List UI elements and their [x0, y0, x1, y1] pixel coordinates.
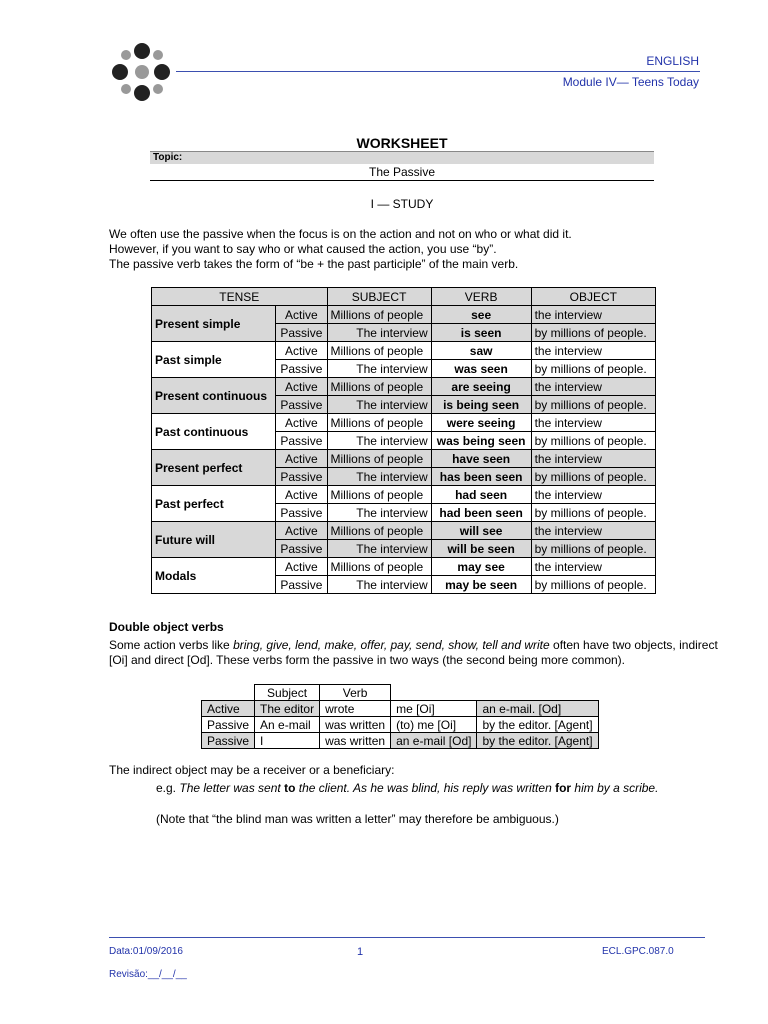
verb-cell: had been seen [431, 504, 531, 522]
voice-label: Active [276, 558, 327, 576]
object-cell: the interview [531, 342, 655, 360]
verb-cell: will see [431, 522, 531, 540]
subject-cell: The interview [327, 576, 431, 594]
column-header-subject: Subject [255, 685, 320, 701]
object-cell: by millions of people. [531, 324, 655, 342]
table-row [152, 342, 656, 360]
subject-cell: The interview [327, 360, 431, 378]
object-cell: the interview [531, 450, 655, 468]
table-cell: Passive [202, 733, 255, 749]
line1-suffix: often have two objects, indirect [549, 638, 718, 652]
table-cell: (to) me [Oi] [391, 717, 477, 733]
verb-cell: were seeing [431, 414, 531, 432]
subject-cell: The interview [327, 540, 431, 558]
indirect-object-text: The indirect object may be a receiver or a beneficiary: [109, 763, 395, 777]
tense-name: Present simple [152, 306, 276, 342]
table-row [202, 717, 599, 733]
voice-label: Passive [276, 576, 327, 594]
verb-cell: is seen [431, 324, 531, 342]
object-cell: by millions of people. [531, 468, 655, 486]
example-part: him by a scribe. [571, 781, 659, 795]
object-cell: the interview [531, 522, 655, 540]
table-cell: an e-mail [Od] [391, 733, 477, 749]
table-cell: wrote [320, 701, 391, 717]
example-part: The letter was sent [179, 781, 285, 795]
verb-cell: are seeing [431, 378, 531, 396]
logo [110, 42, 176, 104]
tense-name: Past continuous [152, 414, 276, 450]
object-cell: by millions of people. [531, 540, 655, 558]
table-cell: I [255, 733, 320, 749]
table-row [202, 733, 599, 749]
voice-label: Passive [276, 324, 327, 342]
table-row [152, 558, 656, 576]
double-object-line-2: [Oi] and direct [Od]. These verbs form the passive in two ways (the second being more common). [109, 653, 626, 667]
table-cell: Passive [202, 717, 255, 733]
voice-label: Active [276, 306, 327, 324]
table-row [152, 522, 656, 540]
subject-cell: Millions of people [327, 486, 431, 504]
voice-label: Passive [276, 360, 327, 378]
table-cell: Active [202, 701, 255, 717]
header-rule [176, 71, 700, 72]
object-cell: the interview [531, 486, 655, 504]
topic-bar [150, 151, 654, 164]
subject-cell: The interview [327, 468, 431, 486]
intro-paragraph [109, 227, 572, 272]
column-header-subject: SUBJECT [327, 288, 431, 306]
double-object-line-1 [109, 638, 718, 653]
verb-cell: may see [431, 558, 531, 576]
verb-cell: has been seen [431, 468, 531, 486]
tense-name: Past simple [152, 342, 276, 378]
subject-cell: Millions of people [327, 522, 431, 540]
table-row [152, 378, 656, 396]
verb-cell: was seen [431, 360, 531, 378]
verb-cell: will be seen [431, 540, 531, 558]
tense-name: Past perfect [152, 486, 276, 522]
object-table [201, 684, 599, 749]
worksheet-title: WORKSHEET [356, 135, 448, 151]
subject-cell: Millions of people [327, 342, 431, 360]
verb-cell: saw [431, 342, 531, 360]
table-cell: by the editor. [Agent] [477, 733, 598, 749]
tense-table [151, 287, 656, 594]
object-cell: by millions of people. [531, 396, 655, 414]
voice-label: Passive [276, 468, 327, 486]
object-cell: by millions of people. [531, 576, 655, 594]
table-row [152, 306, 656, 324]
table-row [152, 450, 656, 468]
empty-cell [391, 685, 477, 701]
column-header-object: OBJECT [531, 288, 655, 306]
subject-cell: Millions of people [327, 558, 431, 576]
table-cell: me [Oi] [391, 701, 477, 717]
topic-label: Topic: [153, 152, 183, 163]
tense-name: Modals [152, 558, 276, 594]
example-prefix: e.g. [156, 781, 180, 795]
table-cell: by the editor. [Agent] [477, 717, 598, 733]
line1-prefix: Some action verbs like [109, 638, 234, 652]
subject-cell: The interview [327, 396, 431, 414]
section-title: I — STUDY [370, 197, 434, 211]
topic-rule [150, 180, 654, 181]
voice-label: Passive [276, 396, 327, 414]
double-object-paragraph [109, 638, 718, 668]
subject-cell: Millions of people [327, 378, 431, 396]
voice-label: Passive [276, 504, 327, 522]
table-cell: An e-mail [255, 717, 320, 733]
object-cell: by millions of people. [531, 432, 655, 450]
header-subject: ENGLISH [646, 54, 699, 68]
table-row [152, 486, 656, 504]
example-part: the client. As he was blind, his reply was written [295, 781, 556, 795]
footer-rule [109, 937, 705, 938]
example-emphasis: to [284, 781, 296, 795]
voice-label: Active [276, 450, 327, 468]
verb-list: bring, give, lend, make, offer, pay, send, show, tell and write [233, 638, 550, 652]
table-cell: The editor [255, 701, 320, 717]
voice-label: Active [276, 522, 327, 540]
empty-cell [477, 685, 598, 701]
table-row [152, 414, 656, 432]
subject-cell: Millions of people [327, 450, 431, 468]
voice-label: Active [276, 486, 327, 504]
object-cell: the interview [531, 306, 655, 324]
voice-label: Active [276, 342, 327, 360]
subject-cell: Millions of people [327, 306, 431, 324]
subject-cell: The interview [327, 432, 431, 450]
verb-cell: have seen [431, 450, 531, 468]
document-code: ECL.GPC.087.0 [602, 946, 674, 957]
page-number: 1 [357, 946, 364, 958]
table-cell: an e-mail. [Od] [477, 701, 598, 717]
tense-name: Future will [152, 522, 276, 558]
intro-line: We often use the passive when the focus is on the action and not on who or what did it. [109, 227, 572, 241]
topic-value: The Passive [368, 165, 436, 179]
voice-label: Passive [276, 432, 327, 450]
object-cell: the interview [531, 558, 655, 576]
subject-cell: Millions of people [327, 414, 431, 432]
object-cell: the interview [531, 378, 655, 396]
object-cell: by millions of people. [531, 360, 655, 378]
table-row [202, 701, 599, 717]
tense-name: Present perfect [152, 450, 276, 486]
table-cell: was written [320, 733, 391, 749]
voice-label: Active [276, 378, 327, 396]
empty-cell [202, 685, 255, 701]
double-object-heading: Double object verbs [109, 620, 224, 634]
column-header-tense: TENSE [152, 288, 328, 306]
verb-cell: had seen [431, 486, 531, 504]
header-module: Module IV— Teens Today [562, 75, 699, 89]
intro-line: The passive verb takes the form of “be + the past participle” of the main verb. [109, 257, 519, 271]
tense-table-body [152, 306, 656, 594]
subject-cell: The interview [327, 324, 431, 342]
verb-cell: may be seen [431, 576, 531, 594]
subject-cell: The interview [327, 504, 431, 522]
object-cell: by millions of people. [531, 504, 655, 522]
voice-label: Passive [276, 540, 327, 558]
column-header-verb: VERB [431, 288, 531, 306]
footer-revision: Revisão:__/__/__ [109, 969, 187, 980]
verb-cell: see [431, 306, 531, 324]
column-header-verb: Verb [320, 685, 391, 701]
object-cell: the interview [531, 414, 655, 432]
voice-label: Active [276, 414, 327, 432]
table-cell: was written [320, 717, 391, 733]
example-sentence [156, 781, 658, 795]
intro-line: However, if you want to say who or what caused the action, you use “by”. [109, 242, 497, 256]
verb-cell: was being seen [431, 432, 531, 450]
ambiguity-note: (Note that “the blind man was written a letter” may therefore be ambiguous.) [156, 812, 559, 826]
tense-name: Present continuous [152, 378, 276, 414]
verb-cell: is being seen [431, 396, 531, 414]
example-emphasis: for [555, 781, 572, 795]
footer-date: Data:01/09/2016 [109, 946, 183, 957]
